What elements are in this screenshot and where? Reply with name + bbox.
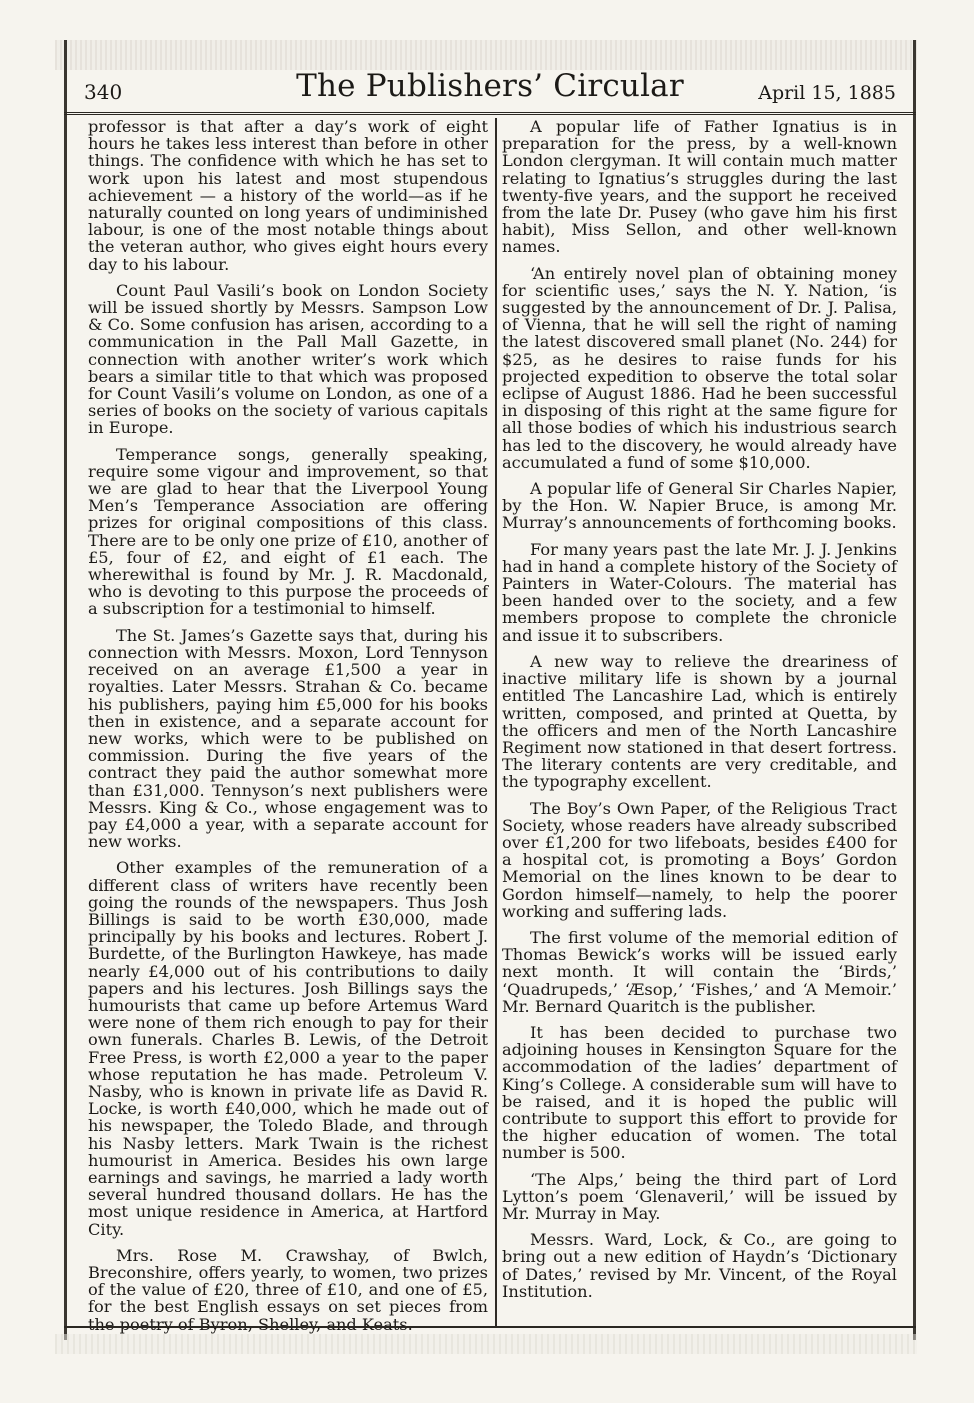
right-column [502, 118, 897, 1309]
page-number: 340 [84, 80, 123, 104]
article-paragraph: Other examples of the remuneration of a different class of writers have recently been going the rounds of the newspapers. Thus Josh Billings is said to be worth £30,000, made principally by his books and lectures. Robert J. Burdette, of the Burlington Hawkeye, has made nearly £4,000 out of his contributions to daily papers and his lectures. Josh Billings says the humourists that came up before Artemus Ward were none of them rich enough to pay for their own funerals. Charles B. Lewis, of the Detroit Free Press, is worth £2,000 a year to the paper whose reputation he has made. Petroleum V. Nasby, who is known in private life as David R. Locke, is worth £40,000, which he made out of his newspaper, the Toledo Blade, and through his Nasby letters. Mark Twain is the richest humourist in America. Besides his own large earnings and savings, he married a lady worth several hundred thousand dollars. He has the most unique residence in America, at Hartford City. [88, 858, 488, 1239]
page-header [64, 60, 916, 115]
article-paragraph: The first volume of the memorial edition of Thomas Bewick’s works will be issued early next month. It will contain the ‘Birds,’ ‘Quadrupeds,’ ‘Æsop,’ ‘Fishes,’ and ‘A Memoir.’ Mr. Bernard Quaritch is the publisher. [502, 927, 897, 1016]
article-paragraph: The St. James’s Gazette says that, during his connection with Messrs. Moxon, Lord Tennyson received on an average £1,500 a year in royalties. Later Messrs. Strahan & Co. became his publishers, paying him £5,000 for his books then in existence, and a separate account for new works, which were to be published on commission. During the five years of the contract they paid the author somewhat more than £31,000. Tennyson’s next publishers were Messrs. King & Co., whose engagement was to pay £4,000 a year, with a separate account for new works. [88, 625, 488, 852]
column-divider [495, 118, 497, 1328]
issue-date: April 15, 1885 [758, 82, 896, 104]
article-paragraph: A popular life of Father Ignatius is in preparation for the press, by a well-known London clergyman. It will contain much matter relating to Ignatius’s struggles during the last twenty-five years, and the support he received from the late Dr. Pusey (who gave him his first habit), Miss Sellon, and other well-known names. [502, 117, 897, 257]
article-paragraph: ‘An entirely novel plan of obtaining money for scientific uses,’ says the N. Y. Nation, ‘is suggested by the announcement of Dr. J. Palisa, of Vienna, that he will sell the right of naming the latest discovered small planet (No. 244) for $25, as he desires to raise funds for his projected expedition to observe the total solar eclipse of August 1886. Had he been successful in disposing of this right at the same figure for all those bodies of which his industrious search has led to the discovery, he would already have accumulated a fund of some $10,000. [502, 263, 897, 472]
article-paragraph: A new way to relieve the dreariness of inactive military life is shown by a journal entitled The Lancashire Lad, which is entirely written, composed, and printed at Quetta, by the officers and men of the North Lancashire Regiment now stationed in that desert fortress. The literary contents are very creditable, and the typography excellent. [502, 651, 897, 792]
right-border-rule [913, 40, 916, 1340]
bottom-border-rule [64, 1326, 916, 1332]
left-border-rule [64, 40, 67, 1340]
left-column [88, 118, 488, 1342]
article-paragraph: A popular life of General Sir Charles Napier, by the Hon. W. Napier Bruce, is among Mr. Murray’s announcements of forthcoming books. [502, 479, 897, 533]
article-paragraph: Mrs. Rose M. Crawshay, of Bwlch, Breconshire, offers yearly, to women, two prizes of the value of £20, three of £10, and one of £5, for the best English essays on set pieces from the poetry of Byron, Shelley, and Keats. [88, 1245, 488, 1334]
article-paragraph: professor is that after a day’s work of eight hours he takes less interest than before in other things. The confidence with which he has set to work upon his latest and most stupendous achievement — a history of the world—as if he naturally counted on long years of undiminished labour, is one of the most notable things about the veteran author, who gives eight hours every day to his labour. [88, 117, 488, 274]
publication-title: The Publishers’ Circular [296, 68, 684, 104]
article-paragraph: The Boy’s Own Paper, of the Religious Tract Society, whose readers have already subscribed over £1,200 for two lifeboats, besides £400 for a hospital cot, is promoting a Boys’ Gordon Memorial on the lines known to be dear to Gordon himself—namely, to help the poorer working and suffering lads. [502, 798, 897, 921]
article-paragraph: Messrs. Ward, Lock, & Co., are going to bring out a new edition of Haydn’s ‘Dictionary of Dates,’ revised by Mr. Vincent, of the Royal Institution. [502, 1230, 897, 1301]
article-paragraph: Temperance songs, generally speaking, require some vigour and improvement, so that we are glad to hear that the Liverpool Young Men’s Temperance Association are offering prizes for original compositions of this class. There are to be only one prize of £10, another of £5, four of £2, and eight of £1 each. The wherewithal is found by Mr. J. R. Macdonald, who is devoting to this purpose the proceeds of a subscription for a testimonial to himself. [88, 444, 488, 619]
article-paragraph: For many years past the late Mr. J. J. Jenkins had in hand a complete history of the Society of Painters in Water-Colours. The material has been handed over to the society, and a few members propose to complete the chronicle and issue it to subscribers. [502, 539, 897, 645]
article-paragraph: Count Paul Vasili’s book on London Society will be issued shortly by Messrs. Sampson Low & Co. Some confusion has arisen, according to a communication in the Pall Mall Gazette, in connection with another writer’s work which bears a similar title to that which was proposed for Count Vasili’s volume on London, as one of a series of books on the society of various capitals in Europe. [88, 280, 488, 438]
article-paragraph: It has been decided to purchase two adjoining houses in Kensington Square for the accommodation of the ladies’ department of King’s College. A considerable sum will have to be raised, and it is hoped the public will contribute to support this effort to provide for the higher education of women. The total number is 500. [502, 1022, 897, 1163]
bottom-decorative-band [55, 1334, 917, 1354]
article-paragraph: ‘The Alps,’ being the third part of Lord Lytton’s poem ‘Glenaveril,’ will be issued by Mr. Murray in May. [502, 1169, 897, 1223]
